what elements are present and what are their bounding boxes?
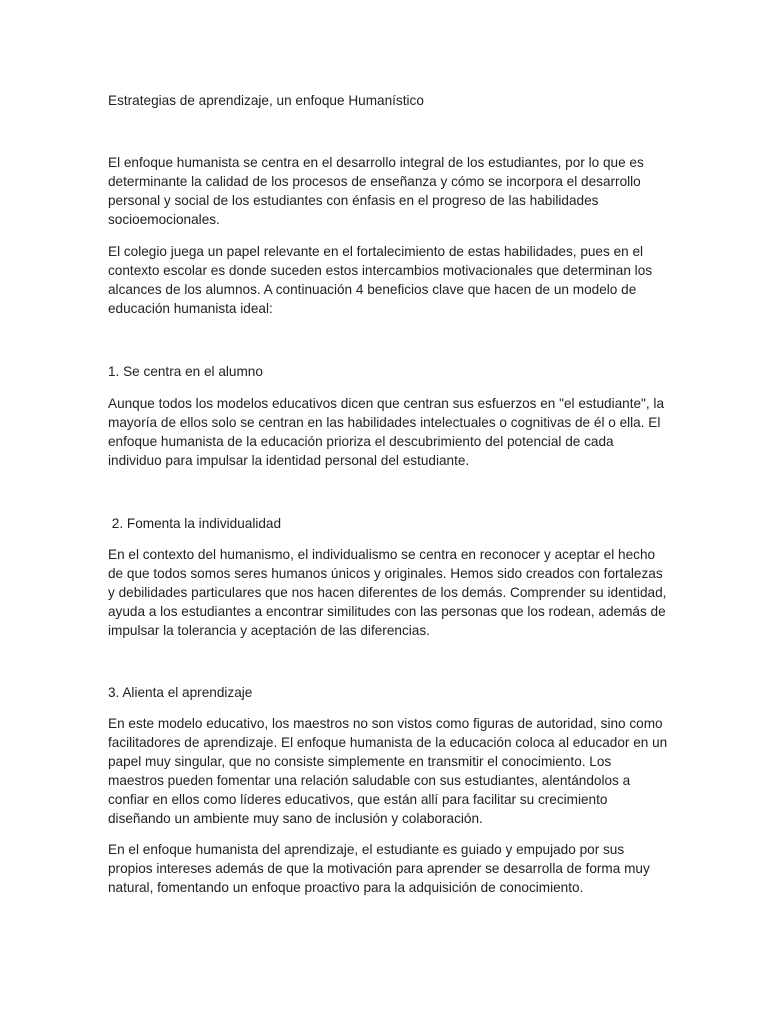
intro-paragraph-1: El enfoque humanista se centra en el desarrollo integral de los estudiantes, por lo que es determinante la calidad de los procesos de enseñanza y cómo se incorpora el desarrollo personal y social de los estudiantes con énfasis en el progreso de las habilidades socioemocionales.: [108, 155, 644, 227]
document-title: Estrategias de aprendizaje, un enfoque Humanístico: [108, 93, 424, 108]
section-3-paragraph-2: En el enfoque humanista del aprendizaje, el estudiante es guiado y empujado por sus propios intereses además de que la motivación para aprender se desarrolla de forma muy natural, fomentando un enfoque proactivo para la adquisición de conocimiento.: [108, 842, 650, 895]
section-2-heading: 2. Fomenta la individualidad: [108, 516, 282, 531]
section-3-paragraph-1: En este modelo educativo, los maestros no son vistos como figuras de autoridad, sino como facilitadores de aprendizaje. El enfoque humanista de la educación coloca al educador en un papel muy singular, que no consiste simplemente en transmitir el conocimiento. Los maestros pueden fomentar una relación saludable con sus estudiantes, alentándolos a confiar en ellos como líderes educativos, que están allí para facilitar su crecimiento diseñando un ambiente muy sano de inclusión y colaboración.: [108, 716, 668, 826]
section-3-heading: 3. Alienta el aprendizaje: [108, 685, 253, 700]
section-1-paragraph-1: Aunque todos los modelos educativos dicen que centran sus esfuerzos en "el estudiante", la mayoría de ellos solo se centran en las habilidades intelectuales o cognitivas de él o ella. El enfoque humanista de la educación prioriza el descubrimiento del potencial de cada individuo para impulsar la identidad personal del estudiante.: [108, 396, 665, 468]
intro-paragraph-2: El colegio juega un papel relevante en el fortalecimiento de estas habilidades, pues en el contexto escolar es donde suceden estos intercambios motivacionales que determinan los alcances de los alumnos. A continuación 4 beneficios clave que hacen de un modelo de educación humanista ideal:: [108, 244, 653, 316]
section-1-heading: 1. Se centra en el alumno: [108, 364, 263, 379]
section-2-paragraph-1: En el contexto del humanismo, el individualismo se centra en reconocer y aceptar el hecho de que todos somos seres humanos únicos y originales. Hemos sido creados con fortalezas y debilidades particulares que nos hacen diferentes de los demás. Comprender su identidad, ayuda a los estudiantes a encontrar similitudes con las personas que los rodean, además de impulsar la tolerancia y aceptación de las diferencias.: [108, 547, 667, 638]
